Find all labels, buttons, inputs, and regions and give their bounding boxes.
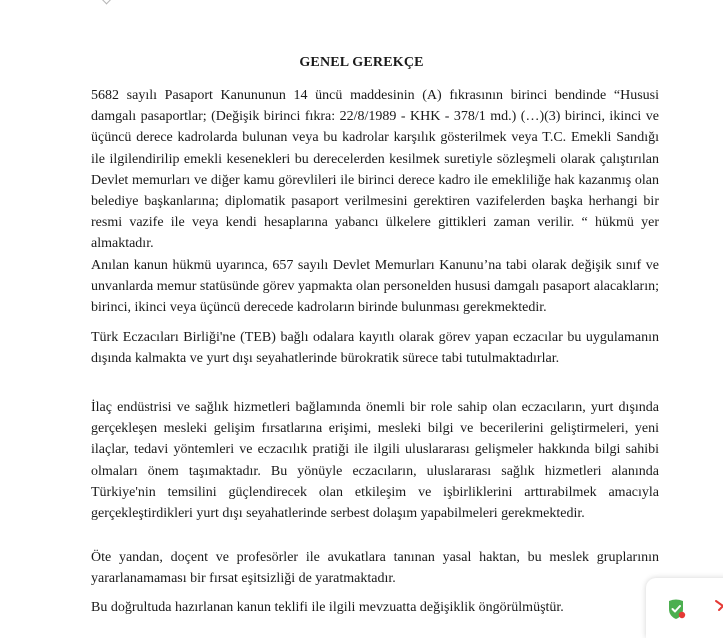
red-arrow-icon[interactable] bbox=[714, 598, 723, 612]
paragraph-2: Anılan kanun hükmü uyarınca, 657 sayılı Devlet Memurları Kanunu’na tabi olarak değişik sınıf ve unvanlarda memur statüsünde görev yapmakta olan personelden hususi damgalı pasaport alacakların; birinci, ikinci veya üçüncü derecede kadroların birinde bulunması gerekmektedir. bbox=[91, 258, 659, 316]
paragraph-6: Bu doğrultuda hazırlanan kanun teklifi ile ilgili mevzuatta değişiklik öngörülmüştür. bbox=[91, 600, 564, 615]
paragraph-3: Türk Eczacıları Birliği'ne (TEB) bağlı odalara kayıtlı olarak görev yapan eczacılar bu uygulamanın dışında kalmakta ve yurt dışı seyahatlerinde bürokratik sürece tabi tutulmaktadırlar. bbox=[91, 330, 659, 367]
document-title: GENEL GEREKÇE bbox=[299, 55, 424, 70]
paragraph-5: Öte yandan, doçent ve profesörler ile avukatlara tanınan yasal haktan, bu meslek gruplarının yararlanamaması bir fırsat eşitsizliği de yaratmaktadır. bbox=[91, 550, 659, 587]
green-check-shield-icon[interactable] bbox=[665, 598, 687, 620]
paragraph-1: 5682 sayılı Pasaport Kanununun 14 üncü maddesinin (A) fıkrasının birinci bendinde “Hususi damgalı pasaportlar; (Değişik birinci fıkra: 22/8/1989 - KHK - 378/1 md.) (…)(3) birinci, ikinci ve üçüncü derece kadrolarda bulunan veya bu kadrolar karşılık gösterilmek veya T.C. Emekli Sandığı ile ilgilendirilip emekli kesenekleri bu derecelerden kesilmek suretiyle sözleşmeli olarak çalıştırılan Devlet memurları ve diğer kamu görevlileri ile birinci derece kadro ile emekliliğe hak kazanmış olan belediye başkanlarına; diplomatik pasaport verilmesini gerektiren vazifelerden başka herhangi bir resmi vazife ile veya kendi hesaplarına yabancı ülkelere gittikleri zaman verilir. “ hükmü yer almaktadır. bbox=[91, 88, 659, 252]
paragraph-4: İlaç endüstrisi ve sağlık hizmetleri bağlamında önemli bir role sahip olan eczacıların, yurt dışında gerçekleşen mesleki gelişim fırsatlarına erişimi, mesleki bilgi ve becerilerini geliştirmeleri, yeni ilaçlar, tedavi yöntemleri ve eczacılık pratiği ile ilgili uluslararası gelişmeler hakkında bilgi sahibi olmaları önem taşımaktadır. Bu yönüyle eczacıların, uluslararası sağlık hizmetleri alanında Türkiye'nin temsilini güçlendirecek olan etkileşim ve işbirliklerini arttırabilmek amacıyla gerçekleştirdikleri yurt dışı seyahatlerinde serbest dolaşım yapabilmeleri gerekmektedir. bbox=[91, 400, 659, 522]
scroll-edge-chevron-icon bbox=[102, 0, 112, 4]
floating-extension-widget[interactable] bbox=[646, 578, 723, 638]
